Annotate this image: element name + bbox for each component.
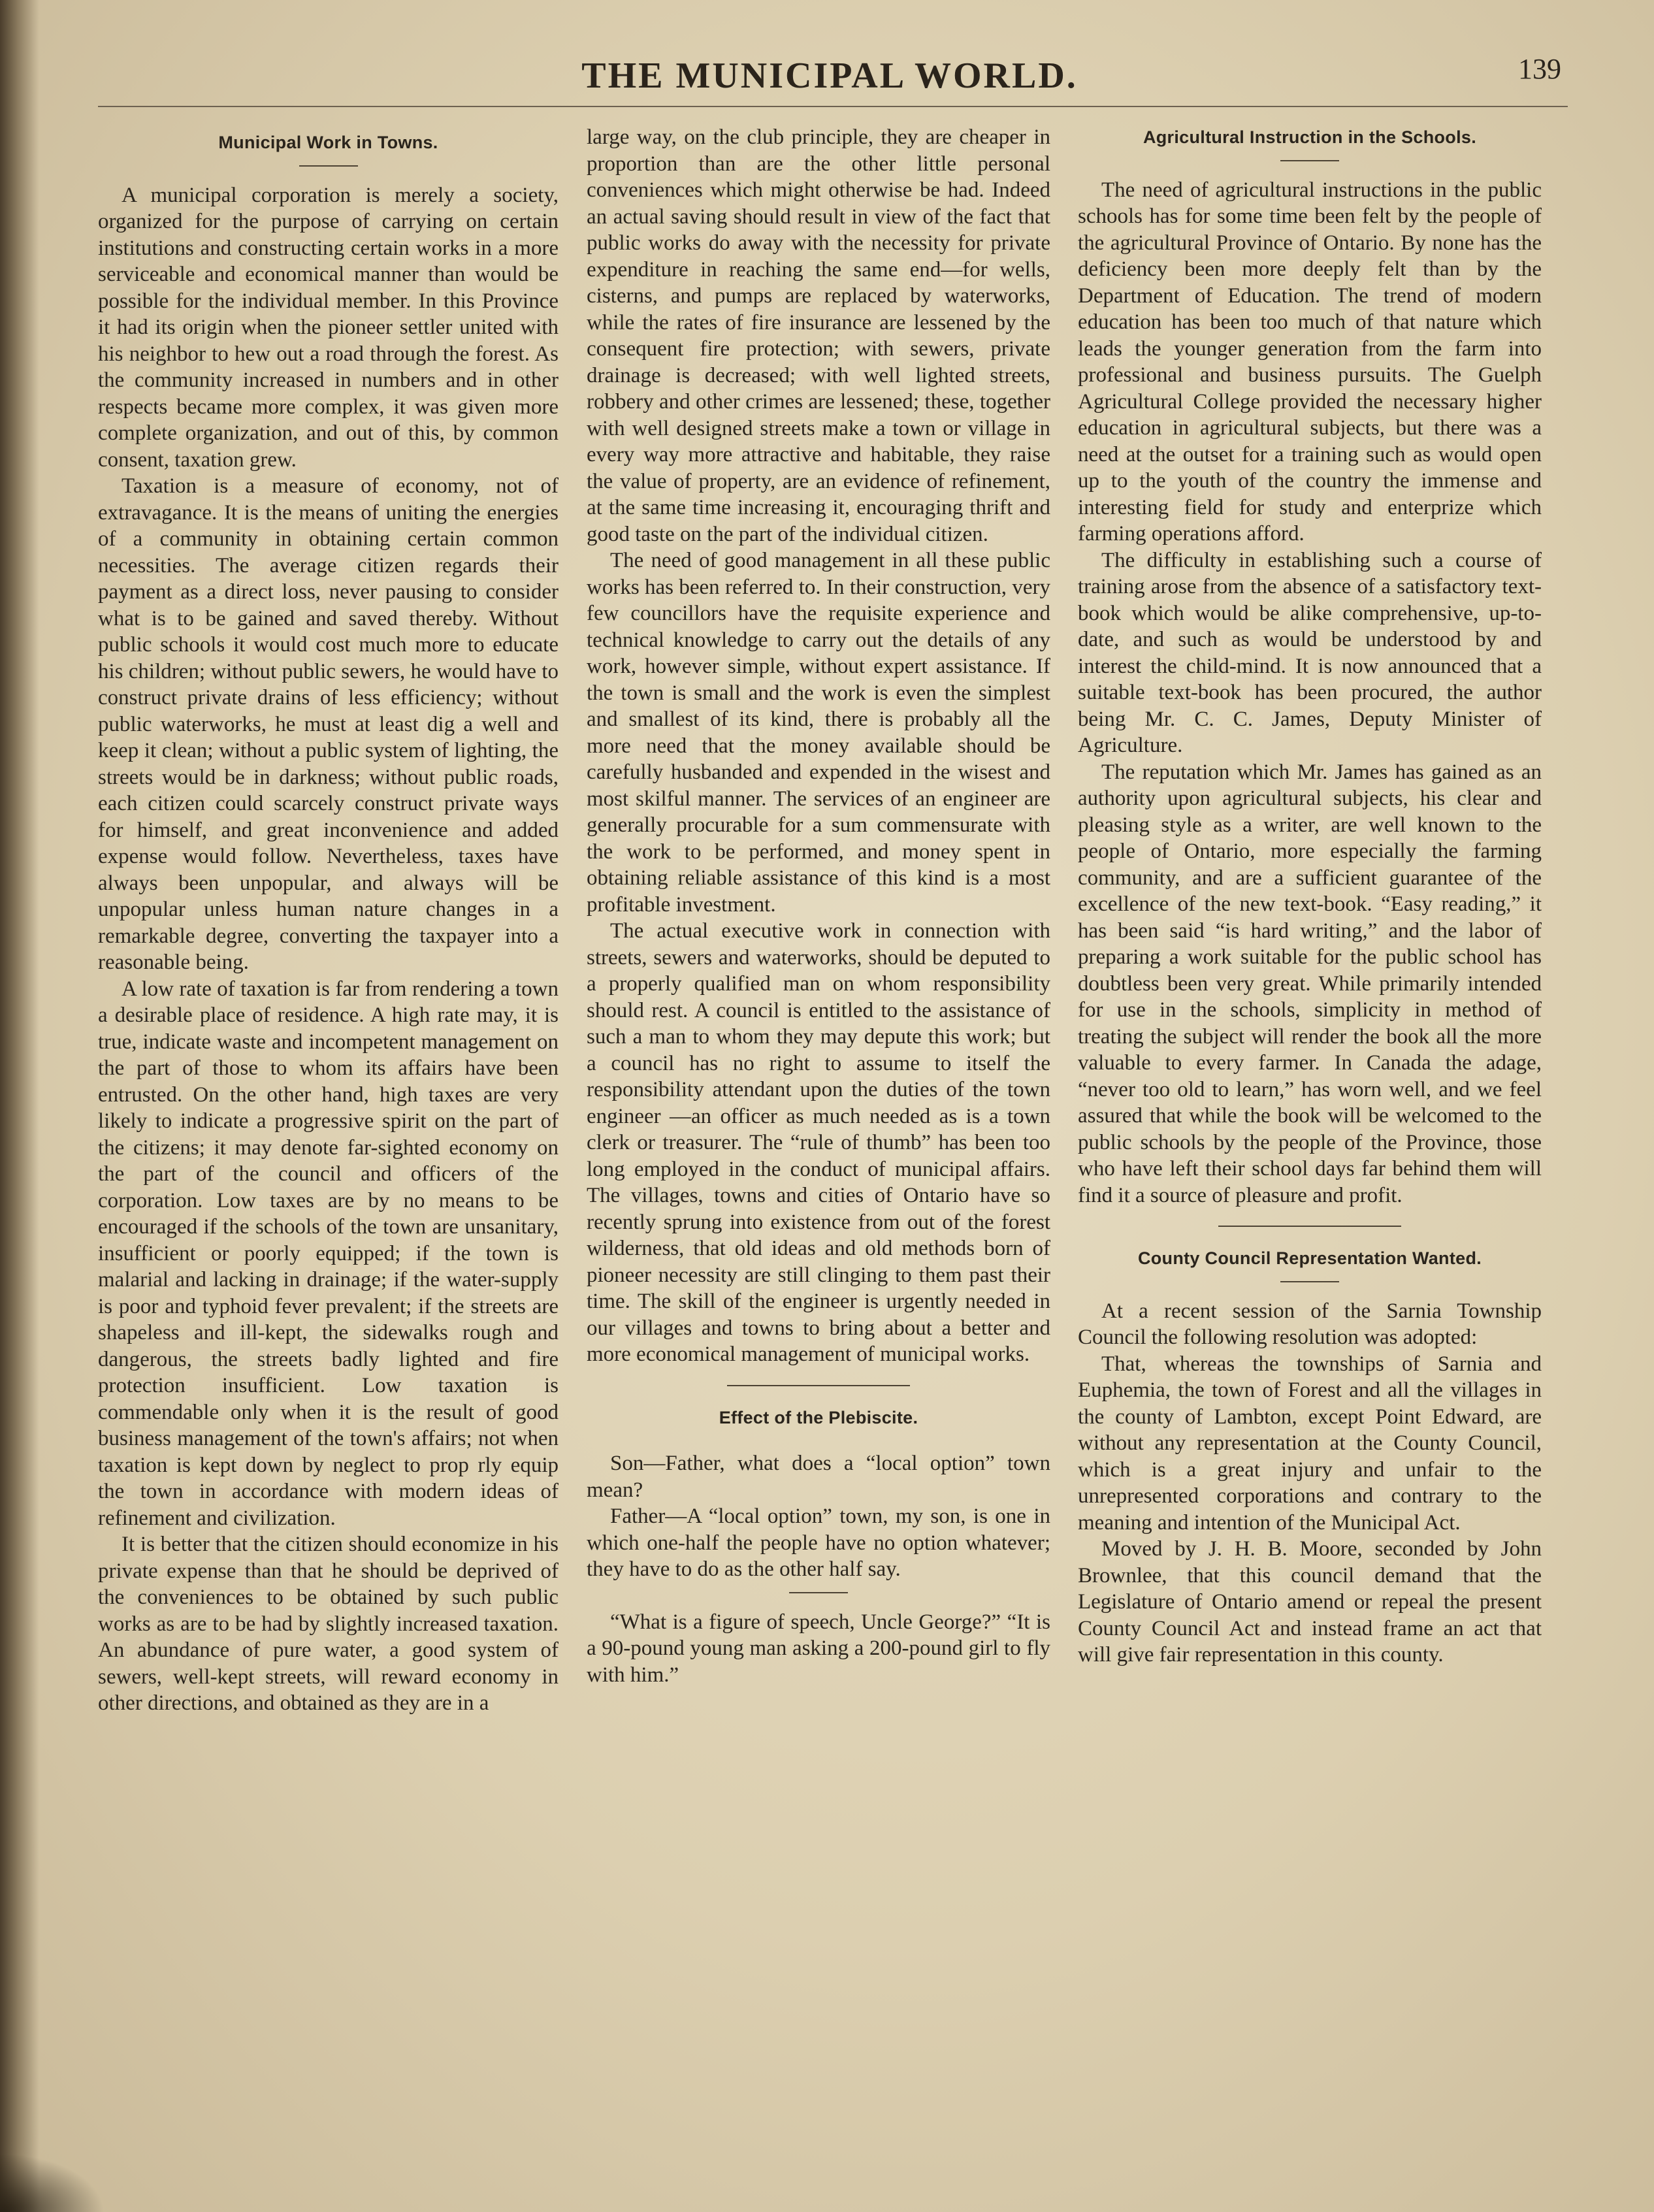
paragraph-continuation: large way, on the club principle, they are cheaper in proportion than are the other little personal conveniences which might otherwise be had. Indeed an actual saving should result in view of the fact that public works do away with the necessity for private expenditure in reaching the same end—for wells, cisterns, and pumps are replaced by waterworks, while the rates of fire insurance are lessened by the consequent fire protection; with sewers, private drainage is decreased; with well lighted streets, robbery and other crimes are lessened; these, together with well designed streets make a town or village in every way more attractive and habitable, they raise the value of property, are an evidence of refinement, at the same time increasing it, encouraging thrift and good taste on the part of the individual citizen. <box>587 125 1050 546</box>
paragraph: The reputation which Mr. James has gained as an authority upon agricultural subjects, his clear and pleasing style as a writer, are well known to the people of Ontario, more especially the farming community, and are a sufficient guarantee of the excellence of the new text-book. “Easy reading,” it has been said “is hard writing,” and the labor of preparing a work suitable for the public school has doubtless been very great. While primarily intended for use in the schools, simplicity in method of treating the subject will render the book all the more valuable to every farmer. In Canada the adage, “never too old to learn,” has worn well, and we feel assured that while the book will be welcomed to the public schools by the people of the Province, those who have left their school days far behind them will find it a source of pleasure and profit. <box>1078 760 1542 1207</box>
paragraph: The need of agricultural instructions in the public schools has for some time been felt by the people of the agricultural Province of Ontario. By none has the deficiency been more deeply felt than by the Department of Education. The trend of modern education has been too much of that nature which leads the younger generation from the farm into professional and business pursuits. The Guelph Agricultural College provided the necessary higher education in agricultural subjects, but there was a need at the outset for a training such as would open up to the youth of the country the immense and interesting field for study and enterprize which farming operations afford. <box>1078 178 1542 545</box>
paragraph: That, whereas the townships of Sarnia and Euphemia, the town of Forest and all the villages in the county of Lambton, except Point Edward, are without any representation at the County Council, which is a great injury and unfair to the unrepresented corporations and contrary to the meaning and intention of the Municipal Act. <box>1078 1352 1542 1535</box>
section-divider <box>727 1385 910 1386</box>
joke-paragraph: “What is a figure of speech, Uncle George?” “It is a 90-pound young man asking a 200-pound girl to fly with him.” <box>587 1610 1050 1687</box>
page-number: 139 <box>1518 53 1561 85</box>
masthead-title: THE MUNICIPAL WORLD. <box>581 56 1078 96</box>
paragraph: The actual executive work in connection with streets, sewers and waterworks, should be deputed to a properly qualified man on whom responsibility should rest. A council is entitled to the assistance of such a man to whom they may depute this work; but a council has no right to assume to itself the responsibility attendant upon the duties of the town engineer —an officer as much needed as is a town clerk or treasurer. The “rule of thumb” has been too long employed in the conduct of municipal affairs. The villages, towns and cities of Ontario have so recently sprung into existence from out of the forest wilderness, that old ideas and old methods born of pioneer necessity are still clinging to them past their time. The skill of the engineer is urgently needed in our villages and towns to bring about a better and more economical management of municipal works. <box>587 919 1050 1366</box>
title-rule <box>1280 160 1339 161</box>
column-middle <box>587 124 1050 1688</box>
corner-shadow <box>0 2153 105 2212</box>
paragraph: Moved by J. H. B. Moore, seconded by John Brownlee, that this council demand that the Legislature of Ontario amend or repeal the present County Council Act and instead frame an act that will give fair representation in this county. <box>1078 1537 1542 1667</box>
article-title-county-council: County Council Representation Wanted. <box>1137 1248 1482 1268</box>
header-rule <box>98 106 1568 107</box>
column-left <box>98 123 559 1717</box>
paragraph: Taxation is a measure of economy, not of extravagance. It is the means of uniting the energies of a community in obtaining certain common necessities. The average citizen regards their payment as a direct loss, never pausing to consider what is to be gained and saved thereby. Without public schools it would cost much more to educate his children; without public sewers, he would have to construct private drains of less efficiency; without public waterworks, he must at least dig a well and keep it clean; without a public system of lighting, the streets would be in darkness; without public roads, each citizen could scarcely construct private ways for himself, and great inconvenience and added expense would follow. Nevertheless, taxes have always been unpopular, and always will be unpopular unless human nature changes in a remarkable degree, converting the taxpayer into a reasonable being. <box>98 474 559 974</box>
title-rule <box>1280 1281 1339 1282</box>
section-divider <box>1218 1226 1401 1227</box>
paragraph: Son—Father, what does a “local option” town mean? <box>587 1452 1050 1502</box>
joke-rule <box>789 1592 848 1593</box>
paragraph: Father—A “local option” town, my son, is one in which one-half the people have no option whatever; they have to do as the other half say. <box>587 1504 1050 1581</box>
paragraph: At a recent session of the Sarnia Township Council the following resolution was adopted: <box>1078 1299 1542 1349</box>
paragraph: The need of good management in all these public works has been referred to. In their construction, very few councillors have the requisite experience and technical knowledge to carry out the details of any work, however simple, without expert assistance. If the town is small and the work is even the simplest and smallest of its kind, there is probably all the more need that the money available should be carefully husbanded and expended in the wisest and most skilful manner. The services of an engineer are generally procurable for a sum commensurate with the work to be performed, and money spent in obtaining reliable assistance of this kind is a most profitable investment. <box>587 549 1050 917</box>
paragraph: A low rate of taxation is far from rendering a town a desirable place of residence. A high rate may, it is true, indicate waste and incompetent management on the part of those to whom its affairs have been entrusted. On the other hand, high taxes are very likely to indicate a progressive spirit on the part of the citizens; it may denote far-sighted economy on the part of the council and officers of the corporation. Low taxes are by no means to be encouraged if the schools of the town are unsanitary, insufficient or poorly equipped; if the town is malarial and lacking in drainage; if the water-supply is poor and typhoid fever prevalent; if the streets are shapeless and ill-kept, the sidewalks rough and dangerous, the streets badly lighted and fire protection insufficient. Low taxation is commendable only when it is the result of good business management of the town's affairs; not when taxation is kept down by neglect to prop rly equip the town in accordance with modern ideas of refinement and civilization. <box>98 977 559 1530</box>
paragraph: It is better that the citizen should economize in his private expense than that he should be deprived of the conveniences to be obtained by such public works as are to be had by slightly increased taxation. An abundance of pure water, a good system of sewers, well-kept streets, will reward economy in other directions, and obtained as they are in a <box>98 1533 559 1715</box>
spacer <box>587 1431 1050 1450</box>
article-title-municipal-work: Municipal Work in Towns. <box>218 133 438 152</box>
column-right <box>1078 118 1542 1668</box>
article-title-agricultural: Agricultural Instruction in the Schools. <box>1143 127 1477 147</box>
article-title-plebiscite: Effect of the Plebiscite. <box>719 1407 918 1427</box>
title-rule <box>299 165 358 167</box>
paragraph: A municipal corporation is merely a society, organized for the purpose of carrying on certain institutions and constructing certain works in a more serviceable and economical manner than would be possible for the individual member. In this Province it had its origin when the pioneer settler united with his neighbor to hew out a road through the forest. As the community increased in numbers and in other respects became more complex, it was given more complete organization, and out of this, by common consent, taxation grew. <box>98 183 559 472</box>
binding-gutter-shadow <box>0 0 39 2212</box>
paragraph: The difficulty in establishing such a course of training arose from the absence of a satisfactory text-book which would be alike comprehensive, up-to-date, and such as would be understood by and interest the child-mind. It is now announced that a suitable text-book has been procured, the author being Mr. C. C. James, Deputy Minister of Agriculture. <box>1078 548 1542 757</box>
